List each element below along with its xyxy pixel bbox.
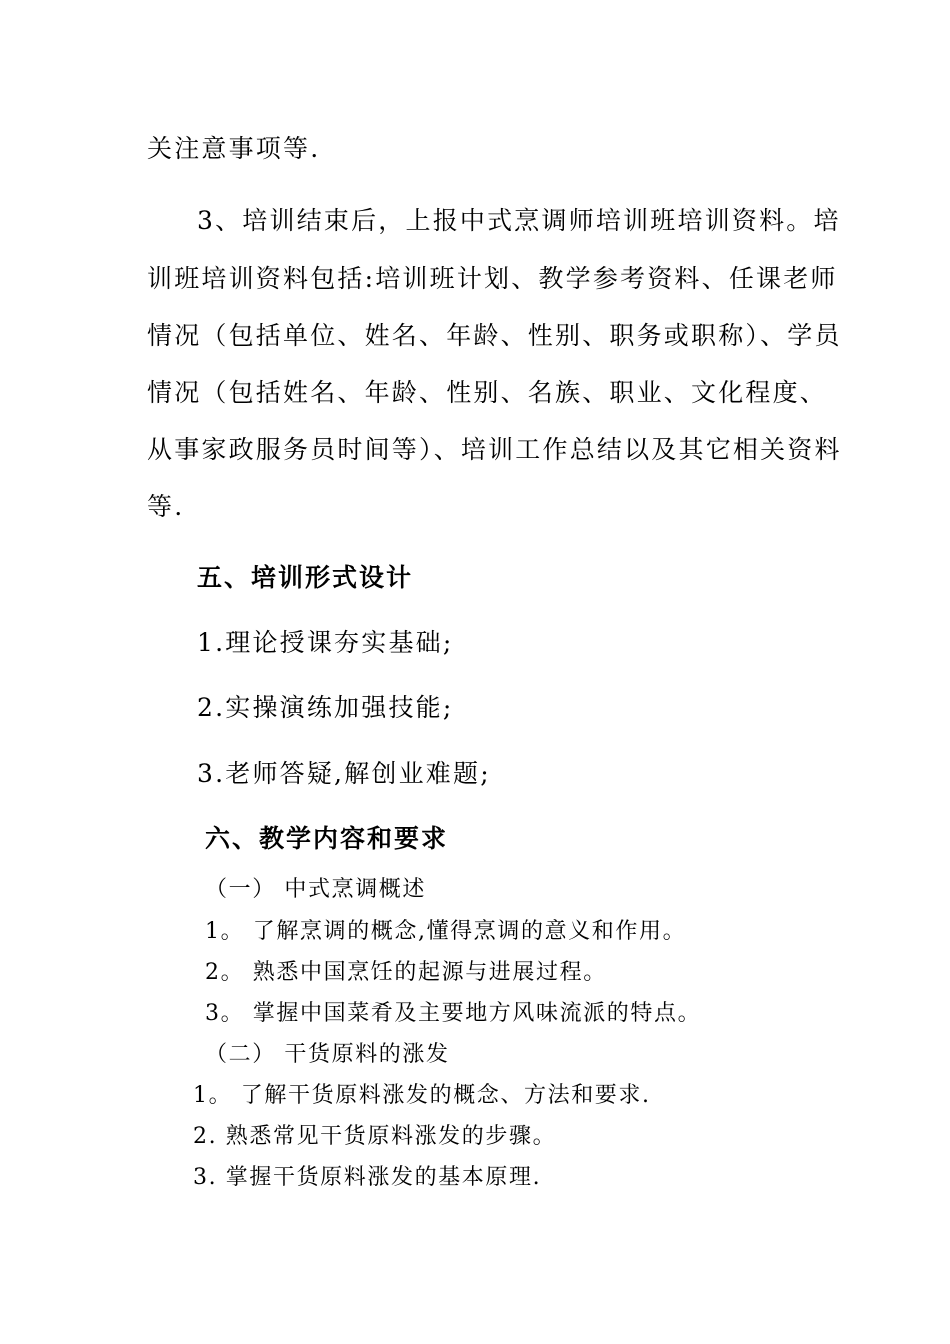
list-item: 1。 了解烹调的概念,懂得烹调的意义和作用。 bbox=[205, 919, 687, 944]
section-heading-teaching-content: 六、教学内容和要求 bbox=[205, 824, 449, 853]
list-item: 2.实操演练加强技能; bbox=[197, 693, 454, 722]
list-item: 3. 掌握干货原料涨发的基本原理. bbox=[193, 1165, 542, 1190]
paragraph-line: 情况（包括单位、姓名、年龄、性别、职务或职称）、学员 bbox=[147, 321, 842, 350]
paragraph-line: 训班培训资料包括:培训班计划、教学参考资料、任课老师 bbox=[147, 264, 838, 293]
paragraph-line: 情况（包括姓名、年龄、性别、名族、职业、文化程度、 bbox=[147, 378, 828, 407]
list-item: 2。 熟悉中国烹饪的起源与进展过程。 bbox=[205, 960, 607, 985]
subsection-title: （一） 中式烹调概述 bbox=[205, 877, 426, 902]
list-item: 3。 掌握中国菜肴及主要地方风味流派的特点。 bbox=[205, 1001, 702, 1026]
section-heading-training-format: 五、培训形式设计 bbox=[197, 563, 414, 592]
list-item: 1。 了解干货原料涨发的概念、方法和要求. bbox=[193, 1083, 651, 1108]
paragraph-continuation-line: 关注意事项等. bbox=[147, 134, 321, 163]
subsection-title: （二） 干货原料的涨发 bbox=[205, 1042, 450, 1067]
paragraph-line: 等. bbox=[147, 492, 185, 521]
list-item: 1.理论授课夯实基础; bbox=[197, 628, 454, 657]
list-item: 3.老师答疑,解创业难题; bbox=[197, 759, 491, 788]
paragraph-line: 3、培训结束后，上报中式烹调师培训班培训资料。培 bbox=[197, 206, 841, 235]
list-item: 2. 熟悉常见干货原料涨发的步骤。 bbox=[193, 1124, 557, 1149]
paragraph-line: 从事家政服务员时间等）、培训工作总结以及其它相关资料 bbox=[147, 435, 842, 464]
